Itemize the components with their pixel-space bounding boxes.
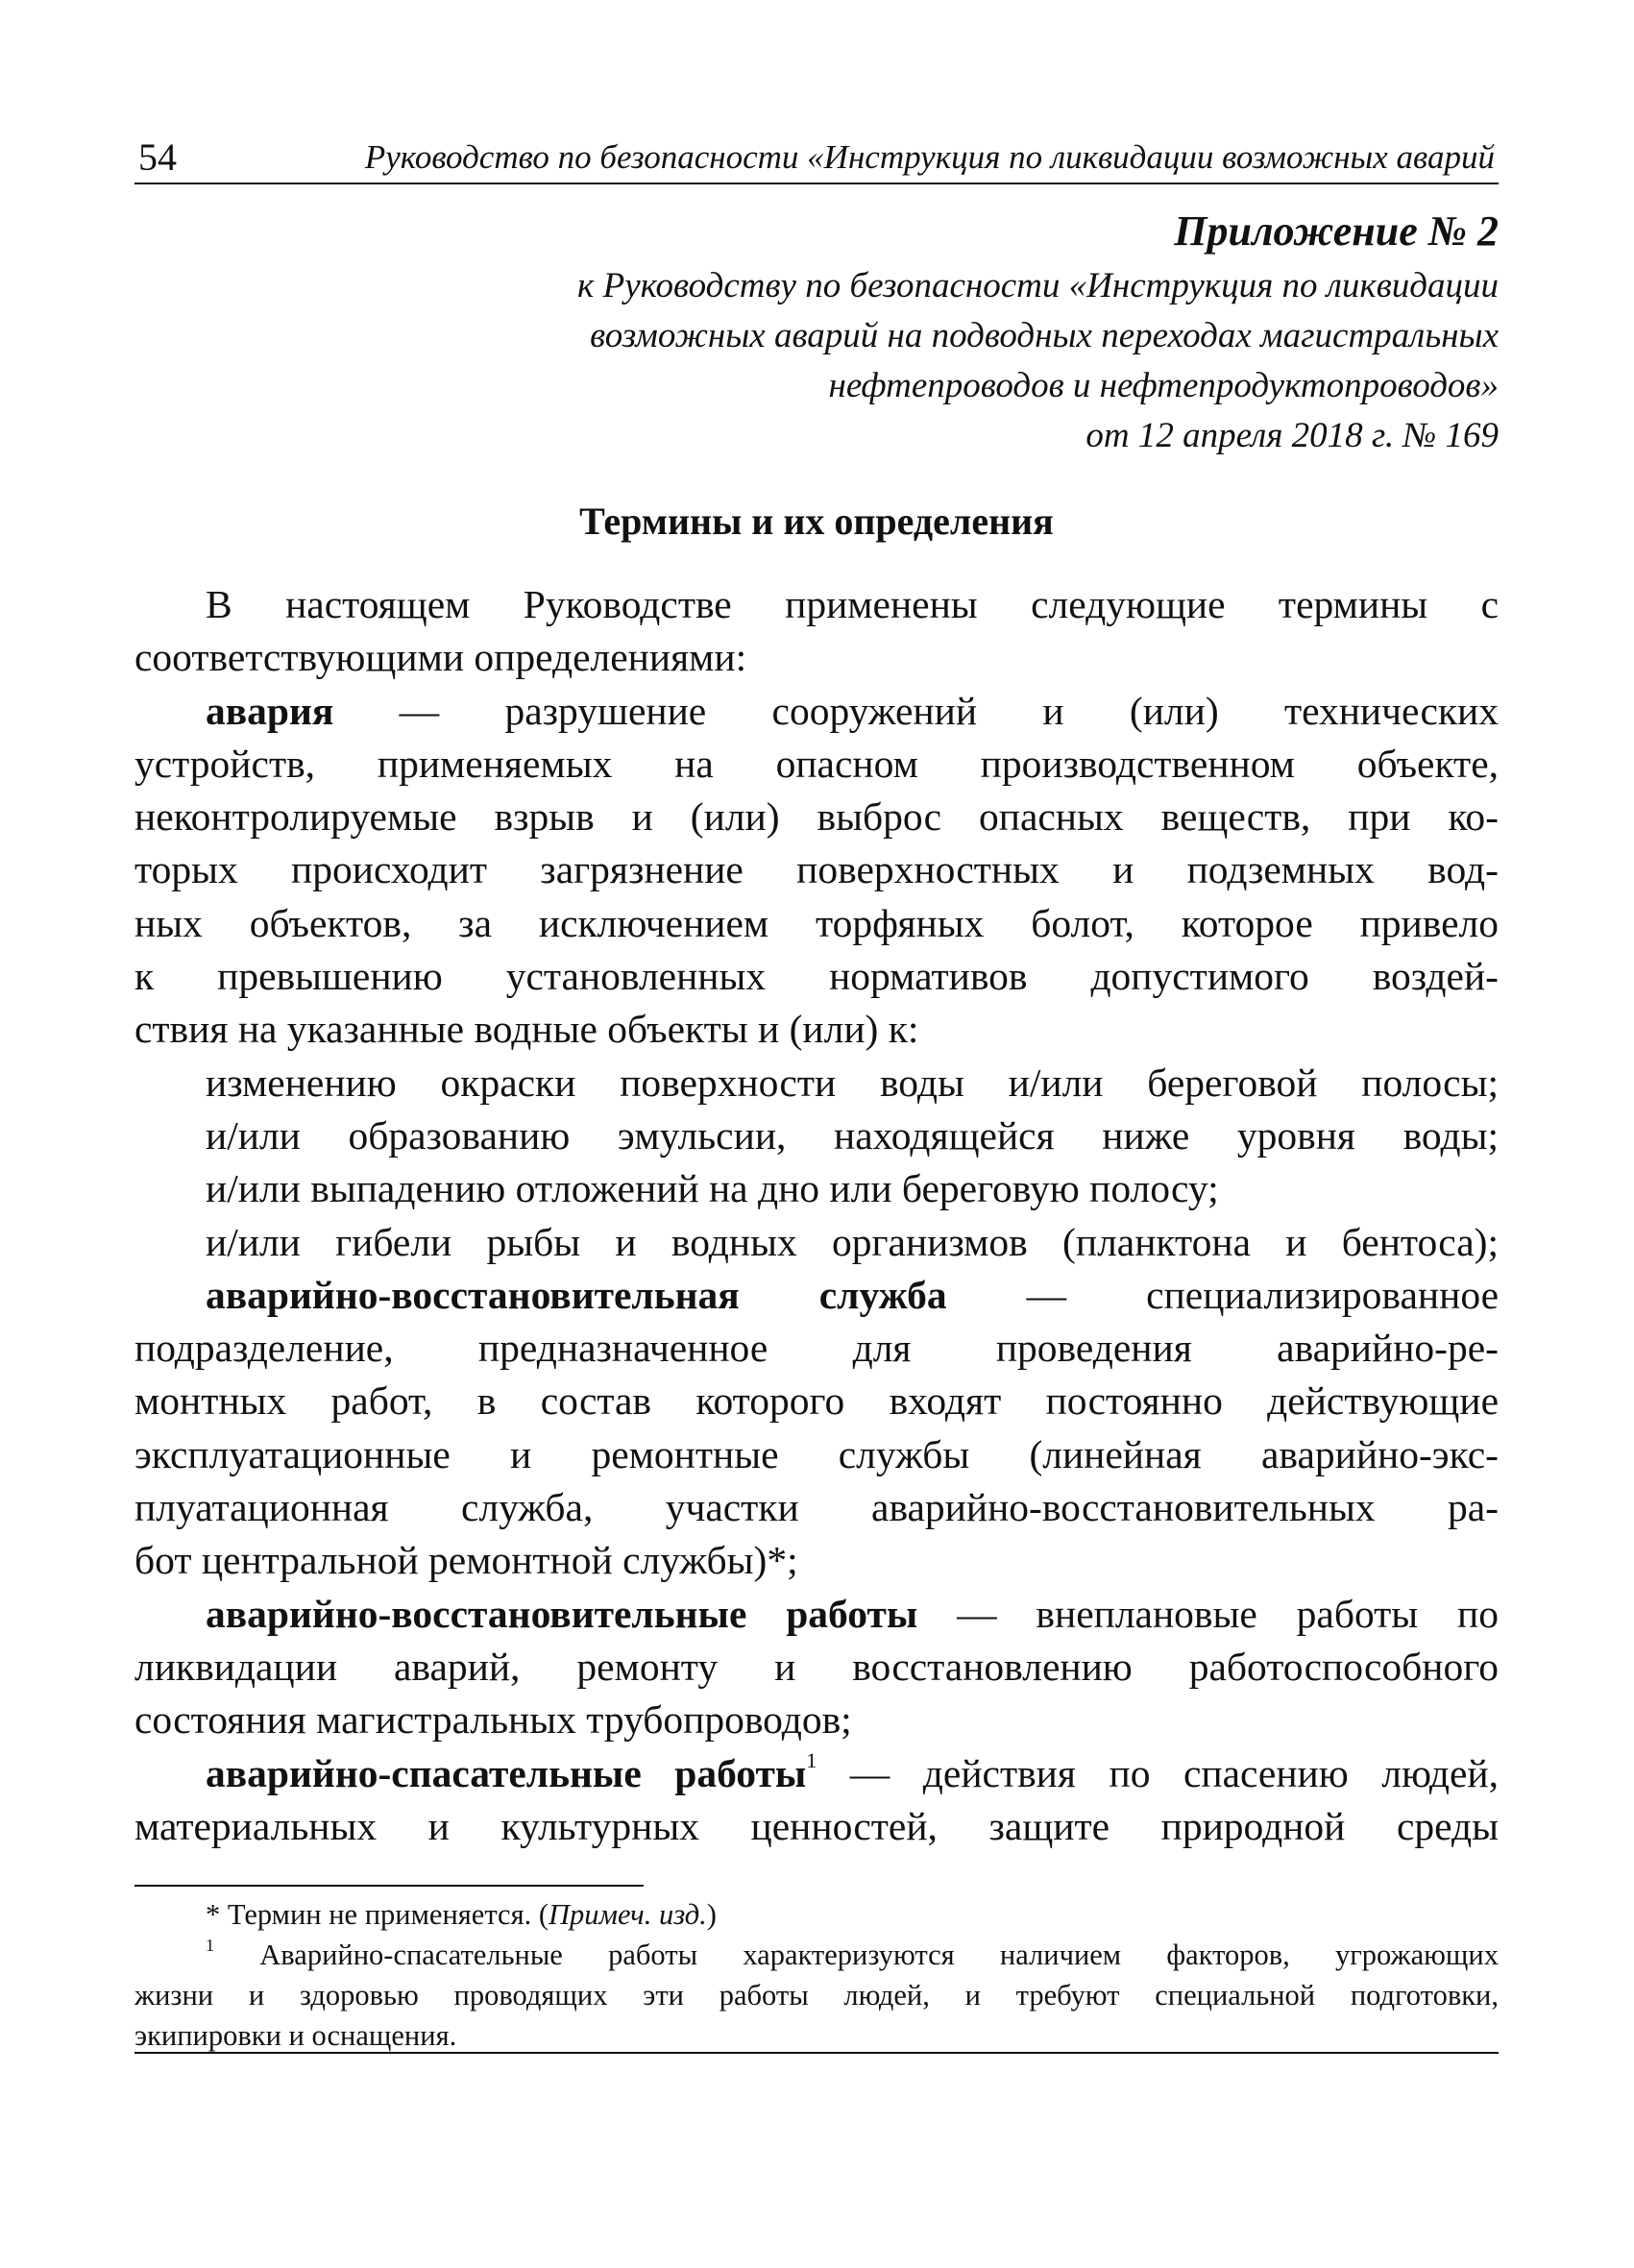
appendix-line: к Руководству по безопасности «Инструкция по ликвидации [577,266,1499,305]
editor-note: Примеч. изд. [549,1898,707,1931]
text-line: состояния магистральных трубопроводов; [134,1697,852,1743]
definition-text: — специализированное [946,1272,1499,1317]
text-line: материальных и культурных ценностей, защите природной среды [134,1803,1499,1848]
text-line: В настоящем Руководстве применены следующие термины с [206,582,1499,626]
term-avr: аварийно-восстановительные работы [206,1591,918,1636]
appendix-line: нефтепроводов и нефтепродуктопроводов» [828,366,1499,405]
definition-avr [134,1588,1499,1641]
definition-text: — действия по спасению людей, [817,1750,1499,1795]
text-line: ных объектов, за исключением торфяных болот, которое привело [134,900,1499,945]
list-item: изменению окраски поверхности воды и/или береговой полосы; [206,1060,1499,1105]
page-number: 54 [138,135,177,179]
list-item: и/или гибели рыбы и водных организмов (планктона и бентоса); [206,1219,1499,1264]
text-line: ликвидации аварий, ремонту и восстановлению работоспособного [134,1644,1499,1689]
appendix-line: от 12 апреля 2018 г. № 169 [1085,416,1499,455]
text-line: устройств, применяемых на опасном производственном объекте, [134,741,1499,786]
definition-text: — внеплановые работы по [917,1591,1499,1636]
term-avaria: авария [206,688,334,733]
running-header [134,125,1499,184]
footnotes [134,1894,1499,2056]
definition-avs [134,1269,1499,1322]
text-line: торых происходит загрязнение поверхностных и подземных вод- [134,847,1499,892]
term-asr: аварийно-спасательные работы [206,1750,807,1795]
text-line: подразделение, предназначенное для проведения аварийно-ре- [134,1326,1499,1371]
appendix-block [346,202,1499,461]
text-line: бот центральной ремонтной службы)*; [134,1538,798,1583]
appendix-line: возможных аварий на подводных переходах магистральных [590,316,1499,355]
text-line: к превышению установленных нормативов допустимого воздей- [134,954,1499,999]
footnote-text: Аварийно-спасательные работы характеризуются наличием факторов, угрожающих [214,1939,1499,1971]
footnote-star [134,1894,1499,1935]
text-line: плуатационная служба, участки аварийно-восстановительных ра- [134,1485,1499,1530]
footnote-text: * Термин не применяется. ( [206,1898,549,1931]
definition-text: — разрушение сооружений и (или) технических [333,688,1499,733]
footnote-reference: 1 [806,1747,817,1772]
footnote-one [134,1935,1499,1975]
list-item: и/или образованию эмульсии, находящейся ниже уровня воды; [206,1112,1499,1158]
text-line: монтных работ, в состав которого входят постоянно действующие [134,1378,1499,1424]
footnote-mark: 1 [206,1936,214,1955]
footnote-text: ) [706,1898,717,1931]
text-line: неконтролируемые взрыв и (или) выброс опасных веществ, при ко- [134,794,1499,840]
footnote-line: экипировки и оснащения. [134,2019,457,2052]
text-line: эксплуатационные и ремонтные службы (линейная аварийно-экс- [134,1431,1499,1476]
text-line: соответствующими определениями: [134,635,747,680]
footnote-line: жизни и здоровью проводящих эти работы людей, и требуют специальной подготовки, [134,1979,1499,2012]
section-title: Термины и их определения [579,500,1054,543]
body-text [134,578,1499,1853]
text-line: ствия на указанные водные объекты и (или) к: [134,1007,919,1052]
footnote-separator [134,1885,644,1887]
appendix-title: Приложение № 2 [1174,207,1499,255]
list-item: и/или выпадению отложений на дно или береговую полосу; [206,1166,1219,1211]
term-avs: аварийно-восстановительная служба [206,1272,947,1317]
bottom-rule [134,2052,1499,2054]
definition-avaria [134,685,1499,738]
definition-asr [134,1747,1499,1800]
running-title: Руководство по безопасности «Инструкция по ликвидации возможных аварий [364,138,1495,176]
